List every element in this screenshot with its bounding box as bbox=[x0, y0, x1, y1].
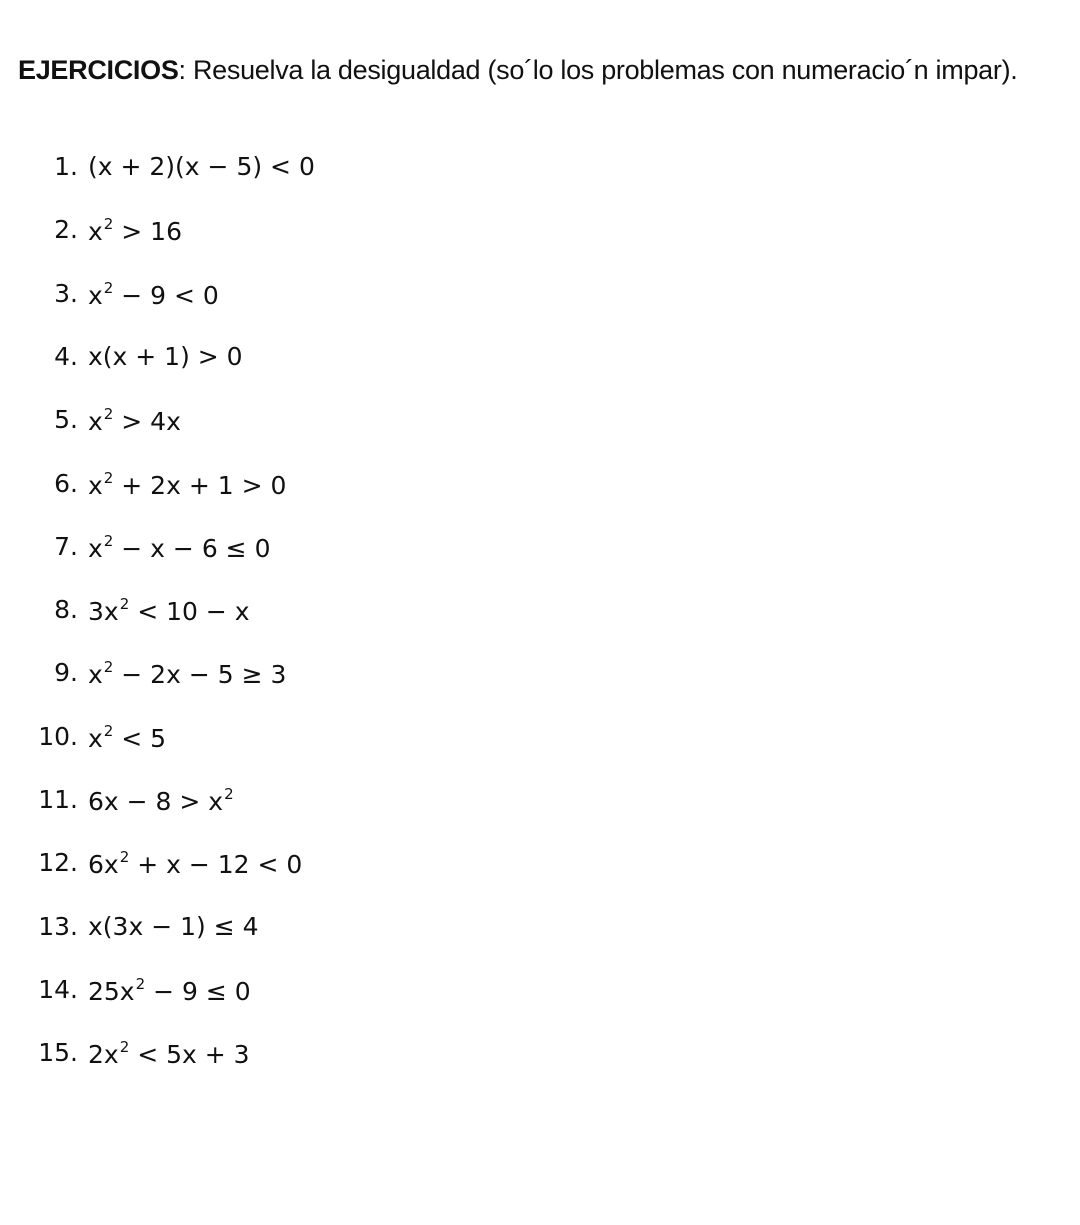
instructions-text: : Resuelva la desigualdad (so´lo los problemas con numeracio´n impar). bbox=[178, 55, 1018, 85]
expression-text: (x + 2)(x − 5) < 0 bbox=[88, 152, 315, 181]
inequality-expression bbox=[88, 469, 286, 500]
expression-text: + 2x + 1 > 0 bbox=[113, 470, 287, 500]
expression-text: − 9 ≤ 0 bbox=[145, 976, 251, 1006]
exponent: 2 bbox=[103, 215, 114, 234]
item-number: 1. bbox=[54, 152, 78, 181]
item-number: 3. bbox=[54, 278, 78, 308]
exponent: 2 bbox=[135, 974, 146, 993]
inequality-expression bbox=[88, 279, 219, 310]
item-number: 10. bbox=[38, 721, 78, 751]
item-number: 11. bbox=[38, 785, 78, 814]
expression-text: x bbox=[88, 723, 103, 753]
expression-text: x bbox=[88, 217, 103, 247]
inequality-expression bbox=[88, 532, 270, 563]
exponent: 2 bbox=[103, 405, 114, 424]
expression-text: x bbox=[88, 407, 103, 437]
expression-text: x bbox=[88, 470, 103, 500]
expression-text: < 5x + 3 bbox=[129, 1040, 250, 1070]
expression-text: 25x bbox=[88, 976, 135, 1006]
item-number: 12. bbox=[38, 848, 78, 878]
inequality-expression bbox=[88, 215, 182, 246]
item-number: 8. bbox=[54, 595, 78, 625]
item-number: 4. bbox=[54, 341, 78, 371]
inequality-expression bbox=[88, 405, 181, 436]
item-number: 7. bbox=[54, 531, 78, 561]
expression-text: 6x − 8 > x bbox=[88, 787, 224, 816]
inequality-expression bbox=[88, 785, 234, 816]
inequality-expression bbox=[88, 912, 259, 941]
expression-text: < 5 bbox=[113, 723, 167, 753]
exercise-instructions bbox=[18, 55, 1017, 86]
expression-text: 2x bbox=[88, 1040, 119, 1070]
exponent: 2 bbox=[103, 721, 114, 740]
inequality-expression bbox=[88, 658, 286, 689]
expression-text: > 16 bbox=[113, 217, 182, 247]
exponent: 2 bbox=[103, 658, 114, 677]
inequality-expression bbox=[88, 595, 250, 626]
exercise-label: EJERCICIOS bbox=[18, 55, 179, 85]
inequality-expression bbox=[88, 722, 166, 753]
expression-text: − x − 6 ≤ 0 bbox=[113, 533, 271, 563]
inequality-expression bbox=[88, 975, 251, 1006]
item-number: 15. bbox=[38, 1038, 78, 1068]
expression-text: + x − 12 < 0 bbox=[129, 850, 303, 880]
item-number: 9. bbox=[54, 658, 78, 688]
expression-text: − 2x − 5 ≥ 3 bbox=[113, 660, 287, 690]
expression-text: x(x + 1) > 0 bbox=[88, 341, 243, 371]
expression-text: x(3x − 1) ≤ 4 bbox=[88, 911, 259, 941]
expression-text: − 9 < 0 bbox=[113, 280, 219, 310]
item-number: 13. bbox=[38, 911, 78, 941]
expression-text: x bbox=[88, 280, 103, 310]
item-number: 14. bbox=[38, 974, 78, 1004]
expression-text: x bbox=[88, 660, 103, 690]
item-number: 2. bbox=[54, 215, 78, 245]
expression-text: > 4x bbox=[113, 407, 181, 437]
inequality-expression bbox=[88, 848, 302, 879]
exponent: 2 bbox=[119, 848, 130, 867]
inequality-expression bbox=[88, 152, 315, 181]
exponent: 2 bbox=[224, 785, 234, 803]
item-number: 6. bbox=[54, 468, 78, 498]
exponent: 2 bbox=[103, 531, 114, 550]
exponent: 2 bbox=[103, 278, 114, 297]
expression-text: x bbox=[88, 533, 103, 563]
expression-text: 6x bbox=[88, 850, 119, 880]
item-number: 5. bbox=[54, 405, 78, 435]
exponent: 2 bbox=[103, 468, 114, 487]
exponent: 2 bbox=[119, 595, 130, 614]
expression-text: 3x bbox=[88, 597, 119, 627]
inequality-expression bbox=[88, 1038, 250, 1069]
exponent: 2 bbox=[119, 1038, 130, 1057]
inequality-expression bbox=[88, 342, 243, 371]
expression-text: < 10 − x bbox=[129, 597, 250, 627]
